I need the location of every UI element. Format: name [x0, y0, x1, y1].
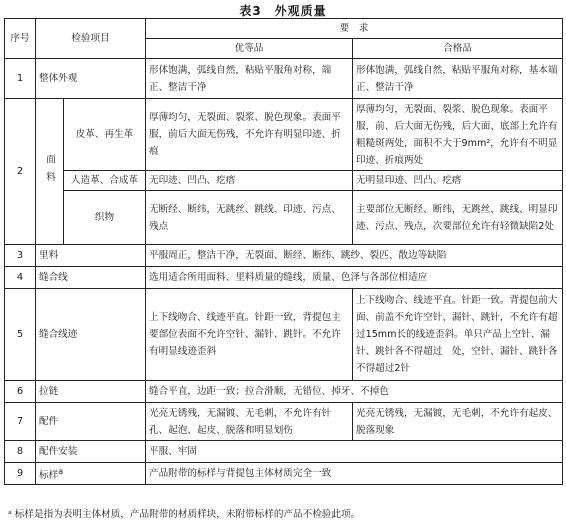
row-number: 2 [5, 99, 36, 245]
row-superior: 光亮无锈残，无漏镀、无毛刺，不允许有针孔、起泡、起皮、脱落和明显划伤 [146, 403, 353, 441]
table-row [5, 59, 563, 99]
table-row [5, 99, 563, 171]
row-requirement: 缝合平直，边距一致；拉合滑顺，无错位、掉牙、不掉色 [146, 381, 563, 403]
header-seq: 序号 [5, 19, 36, 59]
row-item: 缝合线 [36, 267, 146, 289]
row-qualified: 无明显印迹、凹凸、疙瘩 [353, 171, 563, 191]
table-row [5, 463, 563, 485]
row-qualified: 厚薄均匀，无裂面、裂浆、脱色现象。表面平服，前、后大面无伤残，后大面、底部上允许有粗糙斑两处，面积不大于9mm²，允许有不明显印迹、折痕两处 [353, 99, 563, 171]
row-item: 配件 [36, 403, 146, 441]
header-qualified: 合格品 [353, 39, 563, 59]
row-number: 8 [5, 441, 36, 463]
table-row [5, 191, 563, 245]
header-superior: 优等品 [146, 39, 353, 59]
row-subitem: 皮革、再生革 [64, 99, 146, 171]
footnote-marker: a [58, 467, 64, 476]
row-qualified: 形体饱满，弧线自然，粘贴平服角对称，基本端正、整洁干净 [353, 59, 563, 99]
row-number: 9 [5, 463, 36, 485]
table-row [5, 245, 563, 267]
row-qualified: 上下线吻合、线迹平直。针距一致。背提包前大面、前盖不允许空针、漏针、跳针，不允许有超过15mm长的线迹歪斜。单只产品上空针、漏针、跳针各不得超过 处，空针、漏针、跳针各不得超过2针 [353, 289, 563, 381]
row-item: 配件安装 [36, 441, 146, 463]
header-requirement: 要 求 [146, 19, 563, 39]
row-item: 整体外观 [36, 59, 146, 99]
row-subitem: 人造革、合成革 [64, 171, 146, 191]
table-row [5, 289, 563, 381]
table-row [5, 441, 563, 463]
row-item: 拉链 [36, 381, 146, 403]
row-requirement: 平服、牢固 [146, 441, 563, 463]
table-row [5, 381, 563, 403]
table-row [5, 171, 563, 191]
row-number: 7 [5, 403, 36, 441]
row-superior: 形体饱满，弧线自然，粘贴平服角对称，端正、整洁干净 [146, 59, 353, 99]
row-number: 1 [5, 59, 36, 99]
row-item: 里料 [36, 245, 146, 267]
row-number: 4 [5, 267, 36, 289]
row-number: 3 [5, 245, 36, 267]
appearance-quality-table [4, 18, 563, 485]
row-item: 缝合线迹 [36, 289, 146, 381]
row-qualified: 光亮无锈残，无漏镀，无毛刺，不允许有起皮、脱落现象 [353, 403, 563, 441]
row-superior: 上下线吻合、线迹平直。针距一致，背提包主要部位表面不允许空针、漏针、跳针。不允许有明显线迹歪斜 [146, 289, 353, 381]
row-superior: 厚薄均匀，无裂面、裂浆、脱色现象。表面平服，前后大面无伤残，不允许有明显印迹、折痕 [146, 99, 353, 171]
row-requirement: 选用适合所用面料、里料质量的缝线，质量、色泽与各部位相适应 [146, 267, 563, 289]
row-number: 6 [5, 381, 36, 403]
row-group-label: 面料 [44, 153, 55, 190]
header-item: 检验项目 [36, 19, 146, 59]
row-subitem: 织物 [64, 191, 146, 245]
row-qualified: 主要部位无断经、断纬，无跳丝、跳线、明显印迹、污点、残点，次要部位允许有轻微缺陷2处 [353, 191, 563, 245]
row-number: 5 [5, 289, 36, 381]
table-caption: 表3 外观质量 [239, 4, 327, 18]
row-item: 标样 [39, 470, 59, 482]
table-row [5, 403, 563, 441]
footnote: ᵃ 标样是指为表明主体材质，产品附带的材质样块，未附带标样的产品不检验此项。 [8, 509, 361, 520]
row-requirement: 平服周正，整洁干净，无裂面、断经、断纬、跳纱、裂匹、散边等缺陷 [146, 245, 563, 267]
row-requirement: 产品附带的标样与背提包主体材质完全一致 [146, 463, 563, 485]
row-superior: 无印迹、凹凸、疙瘩 [146, 171, 353, 191]
row-group [36, 99, 64, 245]
row-item-cell [36, 463, 146, 485]
header-row-1 [5, 19, 563, 39]
row-superior: 无断经、断纬，无跳丝、跳线、印迹、污点、残点 [146, 191, 353, 245]
table-row [5, 267, 563, 289]
